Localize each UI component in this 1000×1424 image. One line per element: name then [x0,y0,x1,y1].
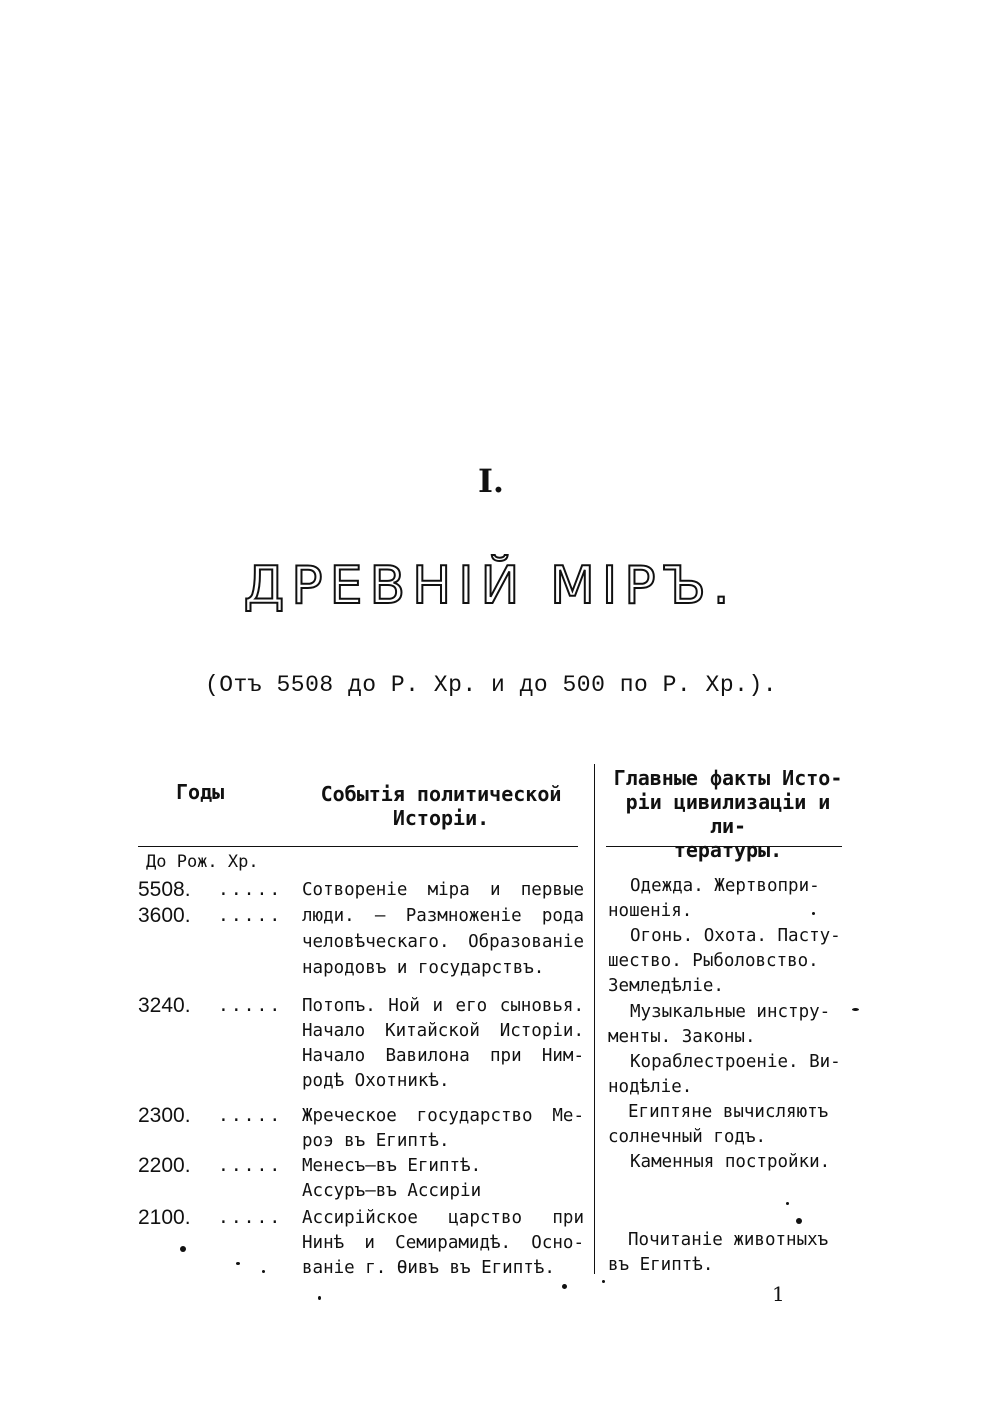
civilization-line: Земледѣліе. [608,976,724,996]
scan-speck [812,912,815,915]
page-number: 1 [772,1282,785,1306]
section-number: I. [477,462,505,500]
column-divider [594,764,595,1274]
event-line: человѣческаго. Образованіе [302,932,584,952]
leader-dots: ..... [218,1207,283,1228]
event-line: Начало Вавилона при Ним- [302,1046,584,1066]
column-header-civ-line: тературы. [673,838,783,862]
column-header-years: Годы [176,780,225,804]
scan-speck [236,1262,240,1265]
scan-speck [602,1280,605,1283]
scan-speck [786,1202,789,1205]
scan-speck [262,1270,265,1273]
event-line: Ассирійское царство при [302,1208,584,1228]
civilization-line: въ Египтѣ. [608,1255,714,1275]
event-line: родѣ Охотникѣ. [302,1071,450,1091]
event-line: Ассуръ—въ Ассиріи [302,1181,482,1201]
page-title: ДРЕВНІЙ МІРЪ. [243,556,737,616]
column-header-events-line: Событія политической [320,782,562,806]
event-line: Сотвореніе міра и первые [302,880,584,900]
civilization-line: Музыкальные инстру- [630,1002,831,1022]
event-line: Жреческое государство Ме- [302,1106,584,1126]
column-header-civilization [608,766,848,862]
event-line: Потопъ. Ной и его сыновья. [302,996,584,1016]
civilization-line: Одежда. Жертвопри- [630,876,820,896]
event-line: Менесъ—въ Египтѣ. [302,1156,482,1176]
page-subtitle: (Отъ 5508 до Р. Хр. и до 500 по Р. Хр.). [204,672,778,698]
leader-dots: ..... [218,1155,283,1176]
column-header-civ-line: Главные факты Исто- [613,766,843,790]
scan-speck [180,1246,186,1252]
header-rule-left [138,846,578,847]
civilization-line: Кораблестроеніе. Ви- [630,1052,841,1072]
era-label: До Рож. Хр. [146,852,259,872]
civilization-line: ношенія. [608,901,693,921]
year-cell: 3600. [138,904,191,927]
scan-speck [852,1008,859,1011]
leader-dots: ..... [218,905,283,926]
year-cell: 3240. [138,994,191,1017]
scan-speck [796,1218,802,1224]
year-cell: 2300. [138,1104,191,1127]
event-line: Нинѣ и Семирамидѣ. Осно- [302,1233,584,1253]
civilization-line: Египтяне вычисляютъ [628,1102,829,1122]
civilization-line: менты. Законы. [608,1027,756,1047]
header-rule-right [606,846,842,847]
year-cell: 2200. [138,1154,191,1177]
civilization-line: солнечный годъ. [608,1127,767,1147]
leader-dots: ..... [218,879,283,900]
event-line: Начало Китайской Исторіи. [302,1021,584,1041]
event-line: ваніе г. Ѳивъ въ Египтѣ. [302,1258,555,1278]
civilization-line: Каменныя постройки. [630,1152,831,1172]
civilization-line: Огонь. Охота. Пасту- [630,926,841,946]
event-line: люди. — Размноженіе рода [302,906,584,926]
scan-speck [318,1296,321,1300]
civilization-line: Почитаніе животныхъ [628,1230,829,1250]
year-cell: 5508. [138,878,191,901]
leader-dots: ..... [218,995,283,1016]
year-cell: 2100. [138,1206,191,1229]
column-header-civ-line: ріи цивилизаціи и ли- [625,790,831,838]
event-line: роэ въ Египтѣ. [302,1131,450,1151]
scan-speck [562,1284,567,1289]
civilization-line: шество. Рыболовство. [608,951,819,971]
column-header-events-line: Исторіи. [392,806,490,830]
leader-dots: ..... [218,1105,283,1126]
event-line: народовъ и государствъ. [302,958,545,978]
column-header-events [300,782,582,830]
civilization-line: нодѣліе. [608,1077,693,1097]
